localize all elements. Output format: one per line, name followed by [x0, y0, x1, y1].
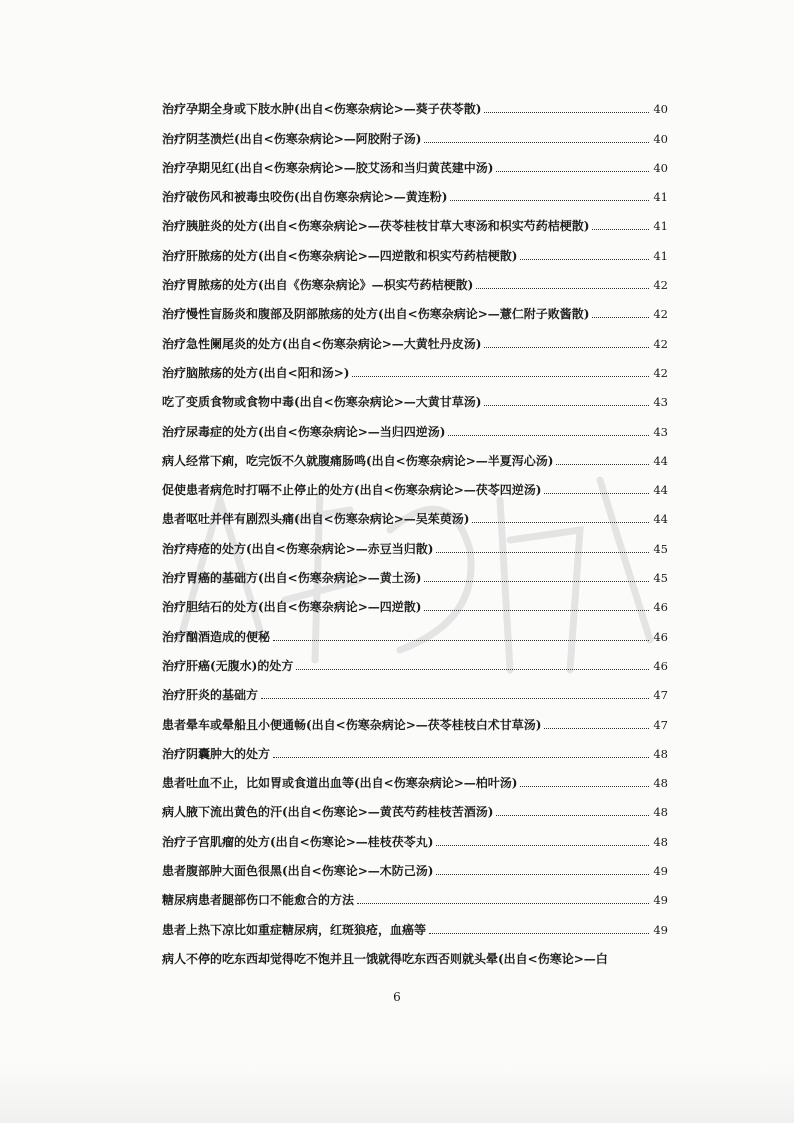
toc-entry[interactable] [162, 93, 668, 122]
toc-leader-dots [357, 902, 649, 904]
toc-entry-page: 40 [653, 131, 668, 146]
toc-leader-dots [273, 756, 649, 758]
toc-entry-page: 42 [653, 365, 668, 380]
toc-entry[interactable] [162, 884, 668, 913]
toc-entry-page: 45 [653, 571, 668, 586]
page-number: 6 [393, 990, 401, 1004]
toc-leader-dots [448, 434, 649, 436]
toc-entry-page: 46 [653, 600, 668, 615]
scan-shadow [0, 1063, 794, 1123]
toc-entry-page: 41 [653, 190, 668, 205]
toc-entry-page: 41 [653, 219, 668, 234]
toc-entry-page: 49 [653, 864, 668, 879]
toc-entry-page: 43 [653, 424, 668, 439]
toc-leader-dots [436, 844, 649, 846]
toc-entry-title: 治疗急性阑尾炎的处方(出自<伤寒杂病论>—大黄牡丹皮汤) [162, 336, 482, 351]
toc-entry-title: 治疗肝脓疡的处方(出自<伤寒杂病论>—四逆散和枳实芍药桔梗散) [162, 248, 518, 263]
toc-entry[interactable] [162, 825, 668, 854]
toc-entry-title: 患者吐血不止，比如胃或食道出血等(出自<伤寒杂病论>—柏叶汤) [162, 776, 518, 791]
toc-entry-page: 48 [653, 834, 668, 849]
toc-leader-dots [496, 814, 649, 816]
toc-entry[interactable] [162, 122, 668, 151]
toc-entry-title: 治疗阴茎溃烂(出自<伤寒杂病论>—阿胶附子汤) [162, 131, 422, 146]
toc-entry-title: 治疗胃癌的基础方(出自<伤寒杂病论>—黄土汤) [162, 571, 422, 586]
toc-entry[interactable] [162, 298, 668, 327]
toc-entry[interactable] [162, 327, 668, 356]
toc-leader-dots [544, 492, 649, 494]
toc-leader-dots [484, 404, 649, 406]
toc-entry[interactable] [162, 269, 668, 298]
toc-leader-dots [436, 873, 649, 875]
toc-entry[interactable] [162, 239, 668, 268]
toc-entry-title: 病人不停的吃东西却觉得吃不饱并且一饿就得吃东西否则就头晕(出自<伤寒论>—白 [162, 951, 608, 966]
toc-entry-title: 患者上热下凉比如重症糖尿病，红斑狼疮，血癌等 [162, 922, 427, 937]
toc-leader-dots [544, 727, 649, 729]
toc-leader-dots [424, 580, 649, 582]
toc-entry-page: 41 [653, 248, 668, 263]
toc-entry-page: 44 [653, 512, 668, 527]
toc-entry[interactable] [162, 474, 668, 503]
toc-entry-page: 48 [653, 776, 668, 791]
toc-entry-page: 45 [653, 541, 668, 556]
toc-entry[interactable] [162, 415, 668, 444]
toc-entry-title: 治疗肝炎的基础方 [162, 688, 259, 703]
toc-entry-page: 42 [653, 307, 668, 322]
toc-leader-dots [450, 199, 649, 201]
toc-entry-title: 治疗尿毒症的处方(出自<伤寒杂病论>—当归四逆汤) [162, 424, 446, 439]
toc-entry-title: 治疗痔疮的处方(出自<伤寒杂病论>—赤豆当归散) [162, 541, 434, 556]
toc-leader-dots [429, 932, 649, 934]
toc-entry-title: 治疗胆结石的处方(出自<伤寒杂病论>—四逆散) [162, 600, 422, 615]
toc-entry-page: 49 [653, 922, 668, 937]
toc-entry[interactable] [162, 738, 668, 767]
toc-entry-title: 吃了变质食物或食物中毒(出自<伤寒杂病论>—大黄甘草汤) [162, 395, 482, 410]
toc-entry[interactable] [162, 532, 668, 561]
toc-entry[interactable] [162, 503, 668, 532]
toc-entry[interactable] [162, 679, 668, 708]
toc-entry-page: 40 [653, 160, 668, 175]
toc-entry-title: 治疗肝癌(无腹水)的处方 [162, 658, 294, 673]
toc-entry[interactable] [162, 650, 668, 679]
toc-leader-dots [261, 697, 649, 699]
toc-entry-page: 47 [653, 717, 668, 732]
toc-entry-title: 治疗脑脓疡的处方(出自<阳和汤>) [162, 365, 350, 380]
toc-leader-dots [296, 668, 649, 670]
toc-leader-dots [520, 785, 649, 787]
toc-entry[interactable] [162, 562, 668, 591]
toc-entry[interactable] [162, 445, 668, 474]
toc-entry-page: 42 [653, 336, 668, 351]
toc-entry-page: 48 [653, 805, 668, 820]
toc-entry-title: 治疗孕期见红(出自<伤寒杂病论>—胶艾汤和当归黄芪建中汤) [162, 160, 494, 175]
toc-entry-page: 48 [653, 746, 668, 761]
toc-entry-page: 46 [653, 629, 668, 644]
toc-entry-title: 治疗孕期全身或下肢水肿(出自<伤寒杂病论>—葵子茯苓散) [162, 102, 482, 117]
toc-entry-title: 治疗慢性盲肠炎和腹部及阴部脓疡的处方(出自<伤寒杂病论>—薏仁附子败酱散) [162, 307, 590, 322]
toc-entry-title: 治疗子宫肌瘤的处方(出自<伤寒论>—桂枝茯苓丸) [162, 834, 434, 849]
toc-leader-dots [436, 551, 649, 553]
toc-entry-page: 42 [653, 278, 668, 293]
toc-entry-page: 49 [653, 893, 668, 908]
toc-leader-dots [424, 141, 649, 143]
toc-entry-title: 治疗胰脏炎的处方(出自<伤寒杂病论>—茯苓桂枝甘草大枣汤和枳实芍药桔梗散) [162, 219, 590, 234]
toc-entry[interactable] [162, 357, 668, 386]
toc-leader-dots [496, 170, 649, 172]
toc-entry-page: 47 [653, 688, 668, 703]
toc-entry-page: 46 [653, 658, 668, 673]
toc-entry-page: 43 [653, 395, 668, 410]
toc-leader-dots [352, 375, 649, 377]
toc-entry-title: 病人腋下流出黄色的汗(出自<伤寒论>—黄芪芍药桂枝苦酒汤) [162, 805, 494, 820]
toc-leader-dots [592, 228, 649, 230]
toc-entry[interactable] [162, 913, 668, 942]
toc-entry-title: 促使患者病危时打嗝不止停止的处方(出自<伤寒杂病论>—茯苓四逆汤) [162, 483, 542, 498]
toc-leader-dots [424, 609, 649, 611]
toc-entry-page: 44 [653, 483, 668, 498]
toc-entry[interactable] [162, 181, 668, 210]
toc-leader-dots [520, 258, 649, 260]
toc-leader-dots [472, 521, 649, 523]
toc-entry[interactable] [162, 152, 668, 181]
toc-entry[interactable] [162, 591, 668, 620]
toc-entry-title: 患者晕车或晕船且小便通畅(出自<伤寒杂病论>—茯苓桂枝白术甘草汤) [162, 717, 542, 732]
toc-entry-title: 治疗破伤风和被毒虫咬伤(出自伤寒杂病论>—黄连粉) [162, 190, 448, 205]
toc-entry-page: 44 [653, 453, 668, 468]
toc-entry[interactable] [162, 708, 668, 737]
table-of-contents [162, 93, 668, 972]
toc-entry[interactable] [162, 620, 668, 649]
toc-leader-dots [476, 287, 649, 289]
toc-leader-dots [484, 111, 649, 113]
toc-entry-page: 40 [653, 102, 668, 117]
toc-entry-title: 患者腹部肿大面色很黑(出自<伤寒论>—木防己汤) [162, 864, 434, 879]
toc-leader-dots [484, 346, 649, 348]
toc-leader-dots [556, 463, 649, 465]
toc-entry[interactable] [162, 386, 668, 415]
toc-entry[interactable] [162, 855, 668, 884]
toc-entry[interactable] [162, 796, 668, 825]
toc-entry-title: 患者呕吐并伴有剧烈头痛(出自<伤寒杂病论>—吴茱萸汤) [162, 512, 470, 527]
toc-entry-title: 病人经常下痢，吃完饭不久就腹痛肠鸣(出自<伤寒杂病论>—半夏泻心汤) [162, 453, 554, 468]
toc-entry-title: 治疗酗酒造成的便秘 [162, 629, 271, 644]
toc-leader-dots [592, 316, 649, 318]
toc-leader-dots [273, 639, 649, 641]
toc-entry-title: 治疗胃脓疡的处方(出自《伤寒杂病论》—枳实芍药桔梗散) [162, 278, 474, 293]
toc-entry-title: 糖尿病患者腿部伤口不能愈合的方法 [162, 893, 355, 908]
toc-entry[interactable] [162, 767, 668, 796]
toc-entry-continued[interactable] [162, 943, 668, 972]
toc-entry-title: 治疗阴囊肿大的处方 [162, 746, 271, 761]
toc-entry[interactable] [162, 210, 668, 239]
